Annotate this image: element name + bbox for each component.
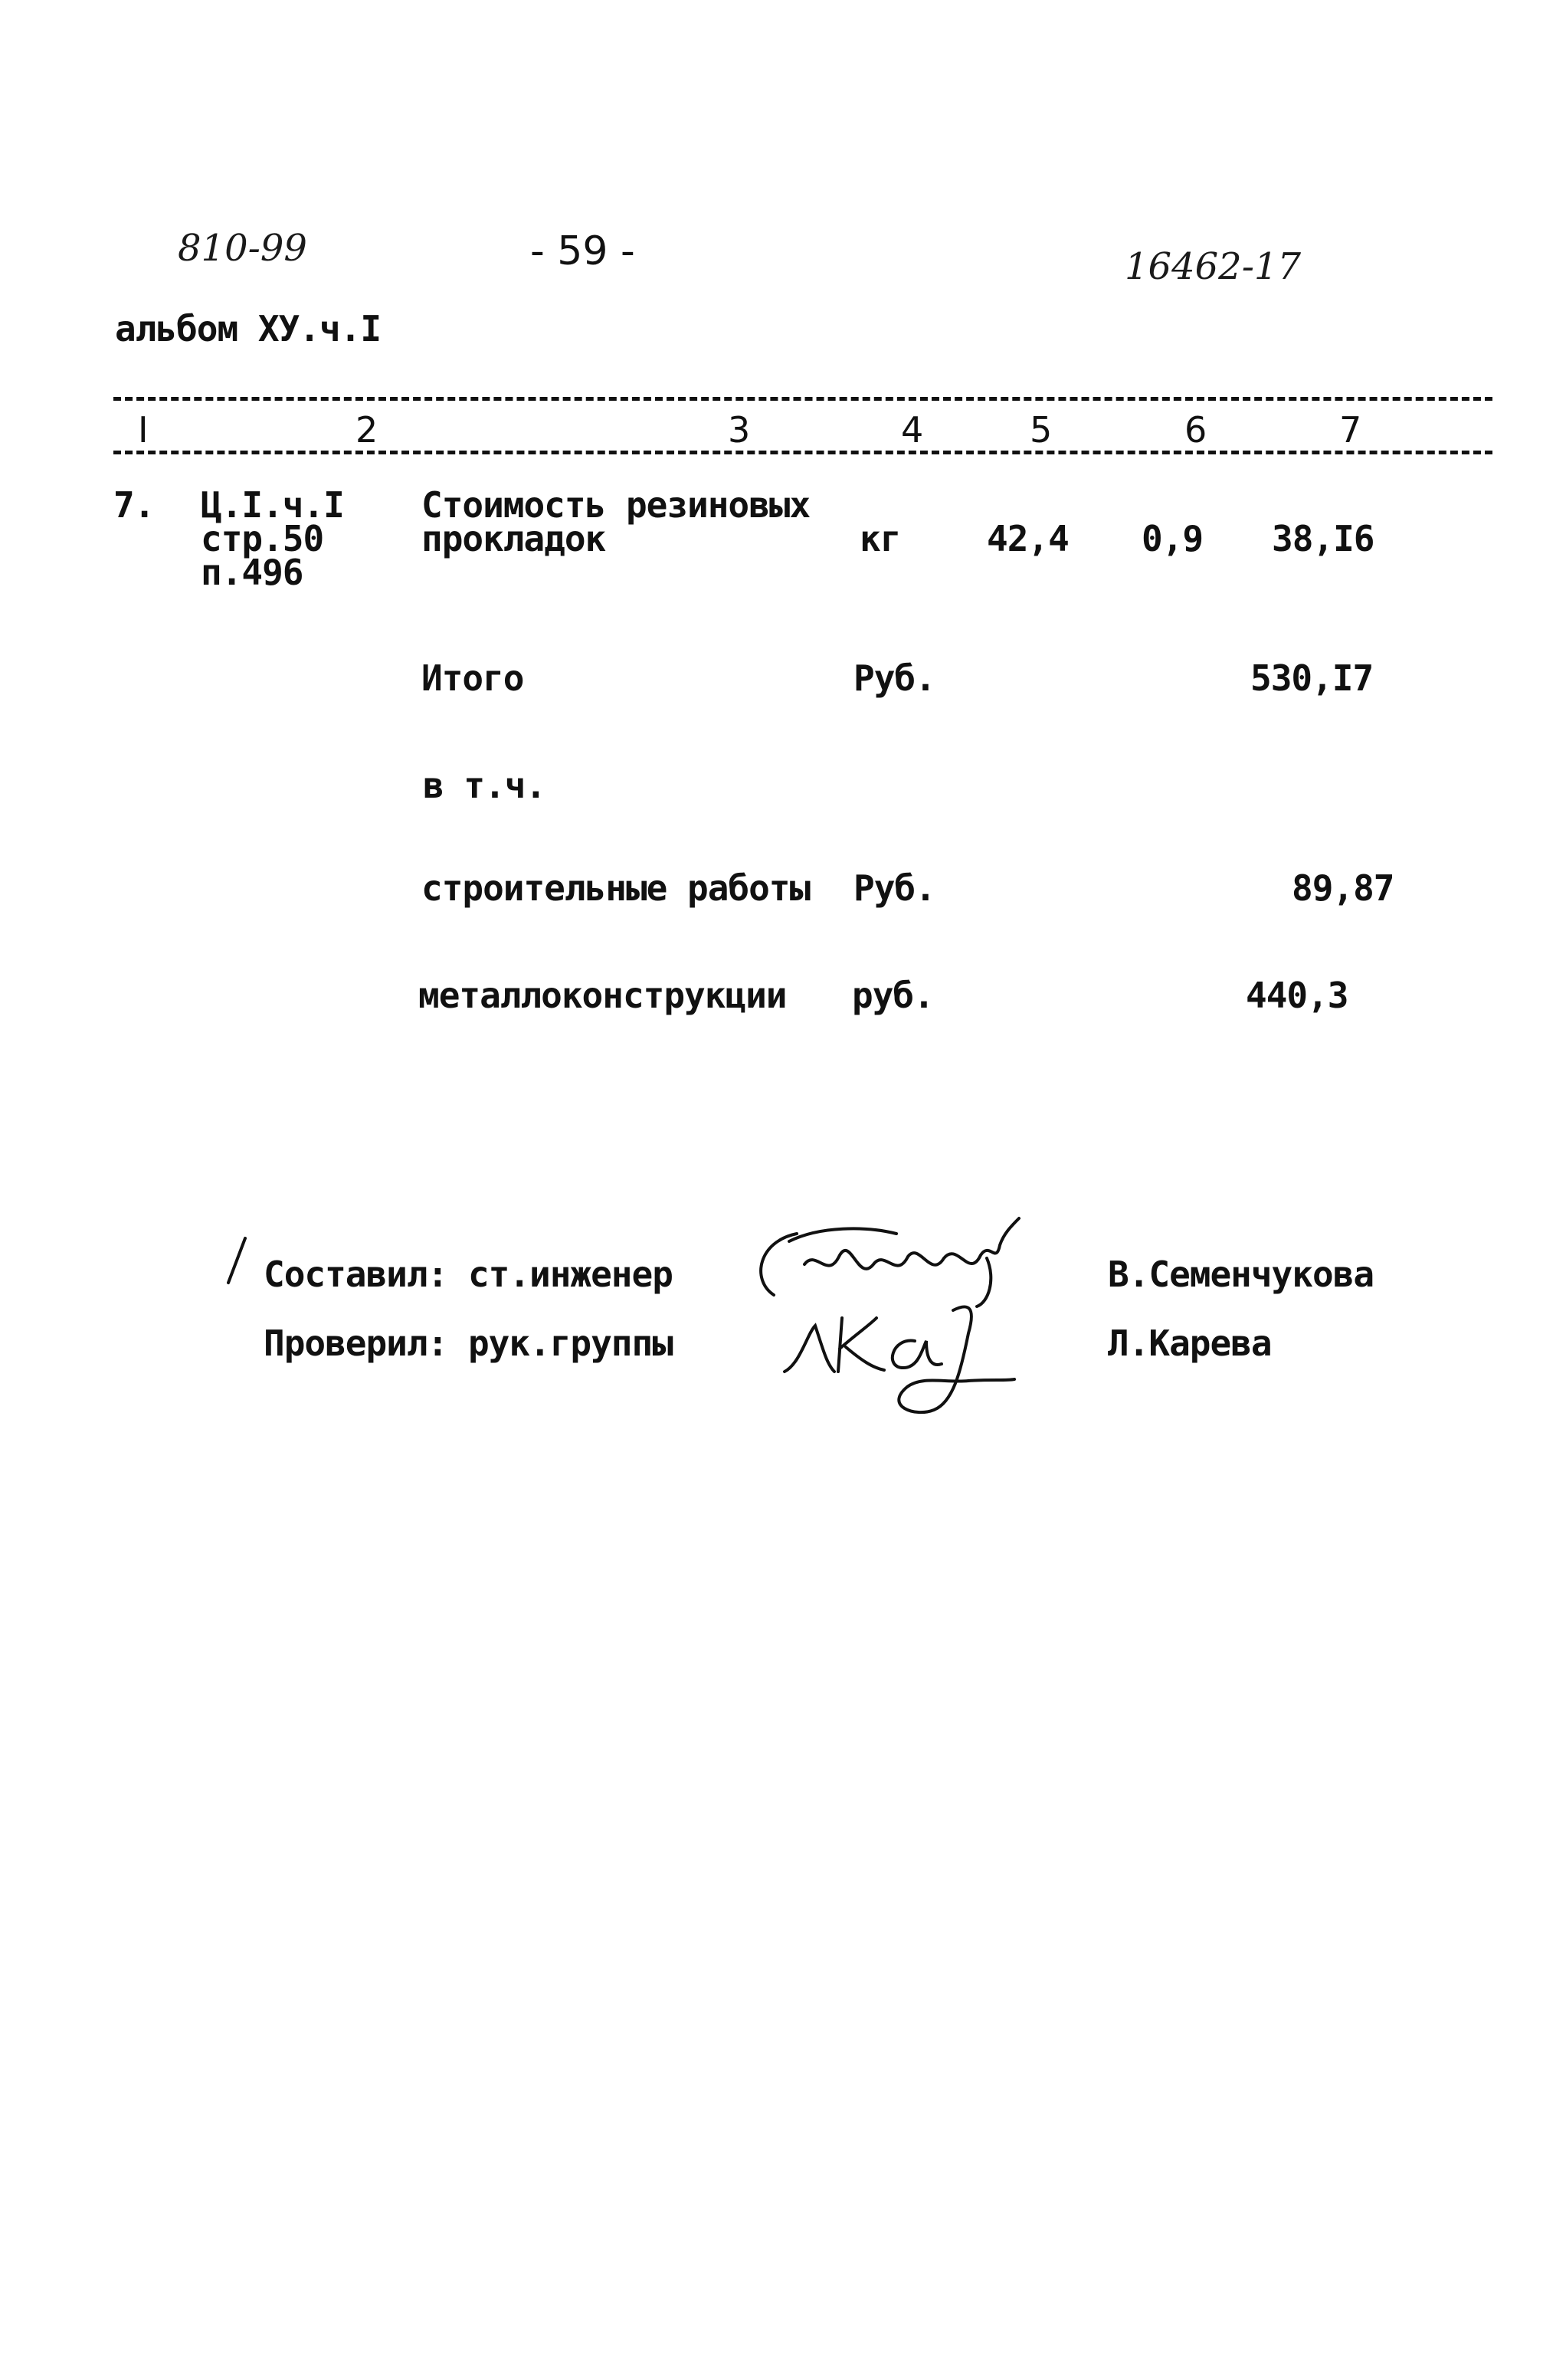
checked-by-label: Проверил: рук.группы	[264, 1323, 673, 1364]
row-reference-line3: п.496	[201, 552, 303, 593]
row-description-line1: Стоимость резиновых	[421, 484, 811, 526]
handwritten-note-right: 16462-17	[1125, 245, 1301, 288]
album-label: альбом ХУ.ч.I	[115, 308, 382, 349]
row-quantity: 42,4	[987, 518, 1069, 559]
metal-structures-label: металлоконструкции	[418, 975, 787, 1016]
checker-name: Л.Карева	[1108, 1323, 1272, 1364]
construction-work-unit: Руб.	[853, 867, 935, 909]
row-total: 38,I6	[1272, 518, 1374, 559]
page-number: - 59 -	[530, 228, 635, 274]
row-reference-line2: стр.50	[201, 518, 324, 559]
metal-structures-value: 440,3	[1246, 975, 1348, 1016]
metal-structures-unit: руб.	[852, 975, 934, 1016]
compiled-by-label: Составил: ст.инженер	[264, 1254, 673, 1295]
construction-work-label: строительные работы	[421, 867, 811, 909]
column-header-2: 2	[355, 409, 378, 451]
table-header-rule	[113, 451, 1492, 454]
column-header-4: 4	[901, 409, 924, 451]
row-price: 0,9	[1142, 518, 1204, 559]
column-header-5: 5	[1030, 409, 1053, 451]
itogo-value: 530,I7	[1250, 657, 1374, 699]
table-top-rule	[113, 397, 1492, 401]
compiler-name: В.Семенчукова	[1108, 1254, 1374, 1295]
column-header-1: I	[138, 409, 149, 451]
handwritten-note-left: 810-99	[178, 227, 307, 270]
column-header-3: 3	[728, 409, 751, 451]
column-header-7: 7	[1339, 409, 1362, 451]
tick-mark-icon	[222, 1235, 253, 1289]
itogo-label: Итого	[421, 657, 524, 699]
column-header-6: 6	[1184, 409, 1207, 451]
vtch-label: в т.ч.	[423, 765, 546, 806]
row-unit: кг	[860, 518, 901, 559]
row-number: 7.	[113, 484, 155, 526]
signature-checker	[769, 1287, 1030, 1425]
row-description-line2: прокладок	[421, 518, 606, 559]
row-reference-line1: Ц.I.ч.I	[201, 484, 344, 526]
itogo-unit: Руб.	[853, 657, 935, 699]
construction-work-value: 89,87	[1292, 867, 1394, 909]
